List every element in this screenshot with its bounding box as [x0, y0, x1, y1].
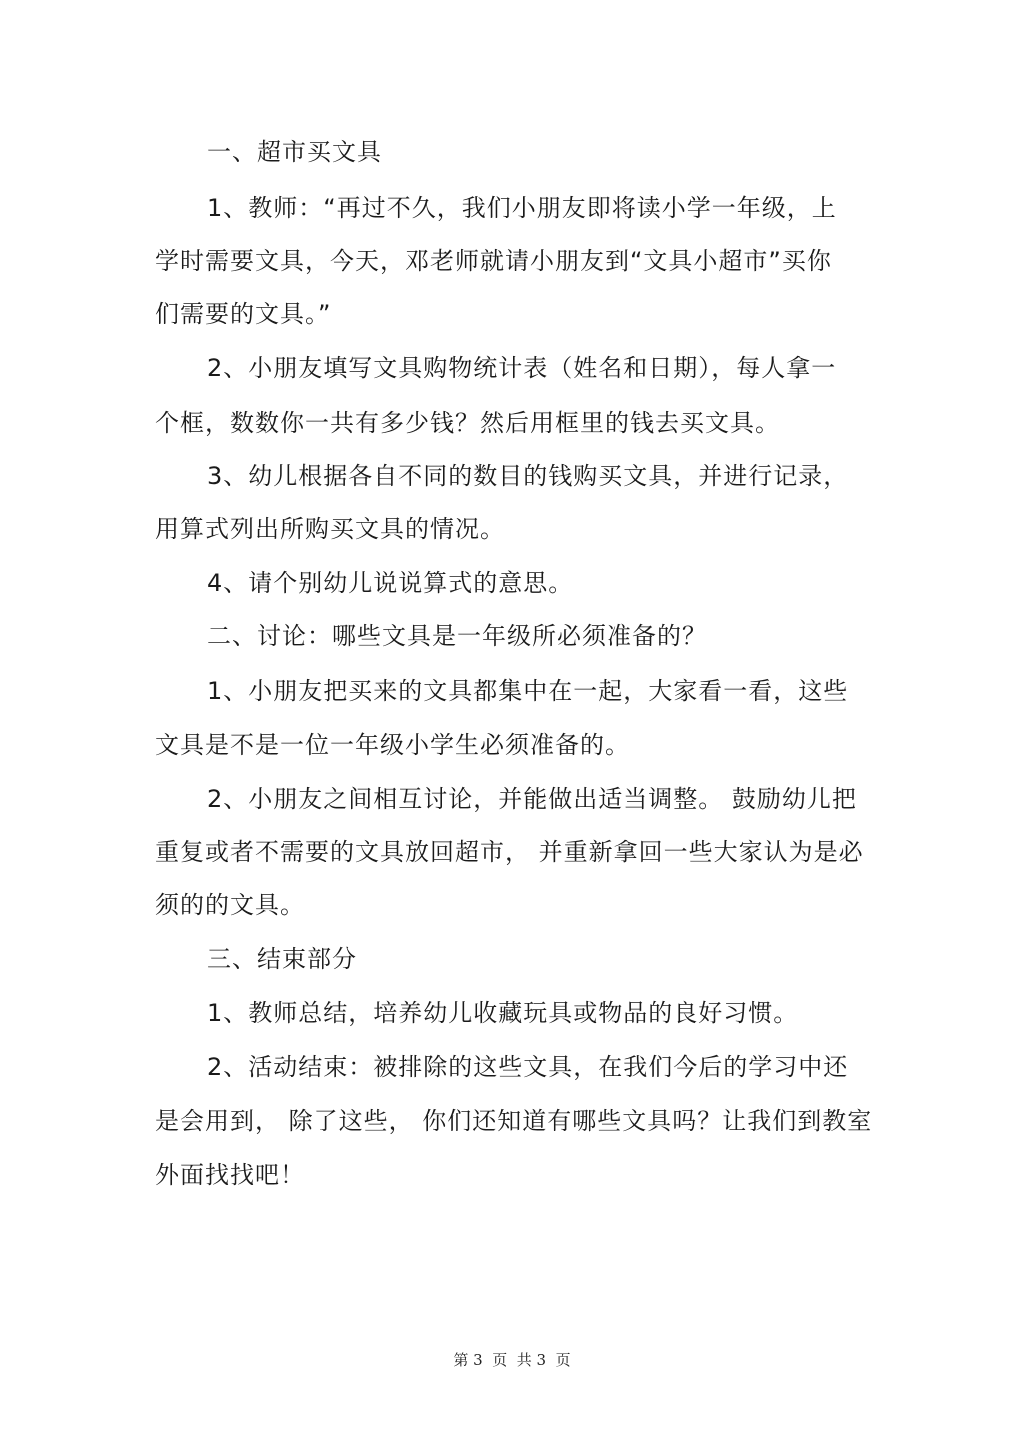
paragraph-line: 是会用到， 除了这些， 你们还知道有哪些文具吗？让我们到教室: [155, 1107, 873, 1135]
page-number-footer: 第 3 页 共 3 页: [453, 1351, 571, 1369]
paragraph-line: 2、活动结束：被排除的这些文具，在我们今后的学习中还: [207, 1053, 849, 1081]
paragraph-line: 须的的文具。: [155, 891, 305, 919]
section-heading: 一、超市买文具: [207, 138, 382, 166]
paragraph-line: 1、教师总结，培养幼儿收藏玩具或物品的良好习惯。: [207, 999, 799, 1027]
paragraph-line: 外面找找吧！: [155, 1161, 305, 1189]
paragraph-line: 2、小朋友填写文具购物统计表（姓名和日期），每人拿一: [207, 354, 837, 382]
paragraph-line: 2、小朋友之间相互讨论，并能做出适当调整。 鼓励幼儿把: [207, 785, 857, 813]
paragraph-line: 重复或者不需要的文具放回超市， 并重新拿回一些大家认为是必: [155, 838, 864, 866]
paragraph-line: 学时需要文具，今天，邓老师就请小朋友到“文具小超市”买你: [155, 247, 832, 275]
paragraph-line: 3、幼儿根据各自不同的数目的钱购买文具，并进行记录，: [207, 462, 849, 490]
section-heading: 三、结束部分: [207, 945, 357, 973]
paragraph-line: 文具是不是一位一年级小学生必须准备的。: [155, 731, 630, 759]
paragraph-line: 4、请个别幼儿说说算式的意思。: [207, 569, 574, 597]
paragraph-line: 们需要的文具。”: [155, 300, 332, 328]
paragraph-line: 个框，数数你一共有多少钱？然后用框里的钱去买文具。: [155, 409, 780, 437]
paragraph-line: 用算式列出所购买文具的情况。: [155, 515, 505, 543]
paragraph-line: 1、教师：“再过不久，我们小朋友即将读小学一年级，上: [207, 194, 837, 222]
section-heading: 二、讨论：哪些文具是一年级所必须准备的？: [207, 622, 707, 650]
paragraph-line: 1、小朋友把买来的文具都集中在一起，大家看一看，这些: [207, 677, 849, 705]
